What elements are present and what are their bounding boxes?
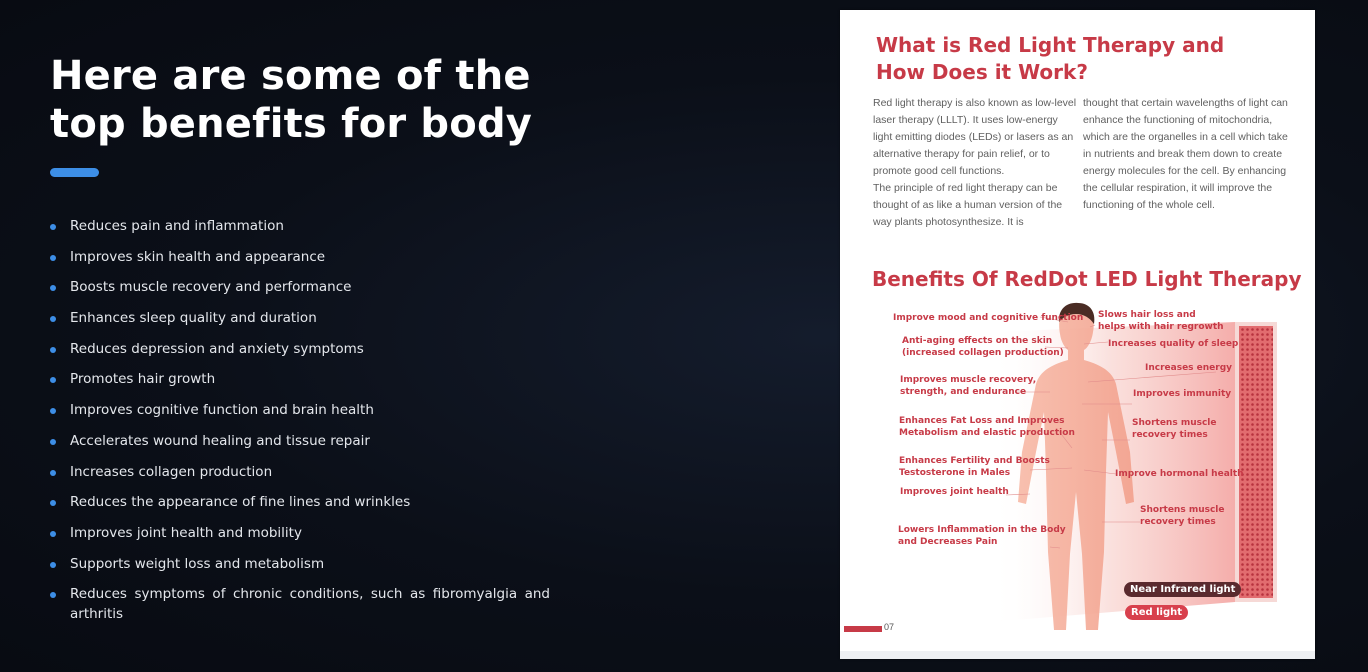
brochure-subtitle: Benefits Of RedDot LED Light Therapy <box>872 267 1302 291</box>
label-line: Enhances Fertility and Boosts <box>899 456 1050 466</box>
list-item: Boosts muscle recovery and performance <box>50 277 550 297</box>
list-item: Improves skin health and appearance <box>50 247 550 267</box>
brochure-column-1 <box>873 95 1078 231</box>
near-infrared-badge: Near Infrared light <box>1124 582 1241 597</box>
page-title <box>50 52 550 148</box>
label-line: recovery times <box>1132 430 1208 440</box>
label-line: Anti-aging effects on the skin <box>902 336 1053 346</box>
label-line: Lowers Inflammation in the Body <box>898 525 1066 535</box>
page-number: 07 <box>884 622 895 632</box>
label-shortens-recovery-2 <box>1140 504 1224 528</box>
label-line: Shortens muscle <box>1132 418 1217 428</box>
label-muscle <box>900 374 1036 398</box>
label-line: recovery times <box>1140 517 1216 527</box>
label-line: (increased collagen production) <box>902 348 1064 358</box>
label-line: Enhances Fat Loss and Improves <box>899 416 1065 426</box>
page-title-line-2: top benefits for body <box>50 101 533 147</box>
brochure-image <box>840 10 1315 659</box>
label-shortens-recovery-1 <box>1132 417 1216 441</box>
brochure-title-line-2: How Does it Work? <box>876 60 1088 84</box>
list-item: Reduces the appearance of fine lines and wrinkles <box>50 492 550 512</box>
brochure-paragraph: The principle of red light therapy can be thought of as like a human version of the way plants photosynthesize. It is <box>873 182 1063 228</box>
title-accent-bar <box>50 168 99 177</box>
list-item: Reduces symptoms of chronic conditions, such as fibromyalgia and arthritis <box>50 584 550 624</box>
list-item: Enhances sleep quality and duration <box>50 308 550 328</box>
benefits-list <box>50 216 550 624</box>
label-immunity: Improves immunity <box>1133 389 1232 399</box>
label-fertility <box>899 455 1050 479</box>
body-diagram <box>840 292 1315 637</box>
list-item: Supports weight loss and metabolism <box>50 554 550 574</box>
brochure-column-2 <box>1083 95 1293 214</box>
list-item: Improves cognitive function and brain health <box>50 400 550 420</box>
label-line: helps with hair regrowth <box>1098 322 1224 332</box>
label-line: Improves muscle recovery, <box>900 375 1037 385</box>
page-number-bar <box>844 626 882 632</box>
label-antiaging <box>902 335 1064 359</box>
label-fat-loss <box>899 415 1075 439</box>
brochure-title-line-1: What is Red Light Therapy and <box>876 33 1225 57</box>
brochure-bottom-edge <box>840 651 1315 659</box>
page-title-line-1: Here are some of the <box>50 53 531 99</box>
list-item: Increases collagen production <box>50 462 550 482</box>
label-inflammation <box>898 524 1066 548</box>
label-hormonal: Improve hormonal health <box>1115 469 1244 479</box>
label-energy: Increases energy <box>1145 363 1233 373</box>
list-item: Reduces pain and inflammation <box>50 216 550 236</box>
list-item: Reduces depression and anxiety symptoms <box>50 339 550 359</box>
label-line: Testosterone in Males <box>899 468 1011 478</box>
label-sleep: Increases quality of sleep <box>1108 339 1239 349</box>
list-item: Improves joint health and mobility <box>50 523 550 543</box>
brochure-paragraph: Red light therapy is also known as low-level laser therapy (LLLT). It uses low-energy light emitting diodes (LEDs) or lasers as an alternative therapy for pain relief, or to promote good cell functions. <box>873 97 1077 177</box>
label-line: Metabolism and elastic production <box>899 428 1075 438</box>
red-light-badge: Red light <box>1125 605 1188 620</box>
label-joint: Improves joint health <box>900 487 1009 497</box>
brochure-title <box>876 32 1224 86</box>
list-item: Accelerates wound healing and tissue repair <box>50 431 550 451</box>
label-mood: Improve mood and cognitive function <box>893 313 1084 323</box>
label-line: Slows hair loss and <box>1098 310 1196 320</box>
brochure-paragraph: thought that certain wavelengths of light can enhance the functioning of mitochondria, which are the organelles in a cell which take in nutrients and break them down to create energy molecules for the cell. By enhancing the cellular respiration, it will improve the functioning of the whole cell. <box>1083 97 1288 211</box>
label-line: strength, and endurance <box>900 387 1027 397</box>
led-panel <box>1239 326 1273 598</box>
label-line: and Decreases Pain <box>898 537 998 547</box>
label-line: Shortens muscle <box>1140 505 1225 515</box>
list-item: Promotes hair growth <box>50 369 550 389</box>
label-hair <box>1098 309 1224 333</box>
benefits-section <box>50 52 550 635</box>
